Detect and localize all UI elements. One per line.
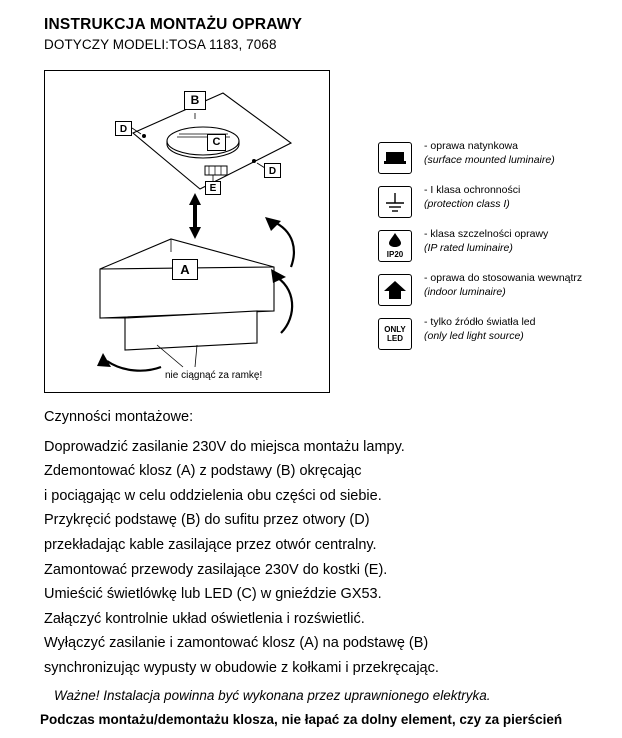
diagram-label-b: B bbox=[184, 91, 206, 110]
page-title: INSTRUKCJA MONTAŻU OPRAWY bbox=[44, 16, 303, 33]
legend-label-pl: - oprawa natynkowa bbox=[424, 140, 518, 152]
legend-label-pl: - I klasa ochronności bbox=[424, 184, 521, 196]
legend-label-en: (only led light source) bbox=[424, 329, 524, 342]
legend-item-only-led bbox=[378, 316, 608, 360]
instruction-line: przekładając kable zasilające przez otwór centralny. bbox=[44, 536, 377, 553]
legend-label-pl: - klasa szczelności oprawy bbox=[424, 228, 549, 240]
legend-item-ip-rating bbox=[378, 228, 608, 272]
instructions-block bbox=[44, 405, 604, 681]
legend-item-indoor-use bbox=[378, 272, 608, 316]
indoor-use-icon bbox=[378, 274, 412, 306]
instruction-line: Przykręcić podstawę (B) do sufitu przez otwory (D) bbox=[44, 512, 370, 529]
legend-item-surface-mounted bbox=[378, 140, 608, 184]
instruction-line: Załączyć kontrolnie układ oświetlenia i rozświetlić. bbox=[44, 610, 365, 627]
diagram-label-d-left: D bbox=[115, 121, 132, 136]
diagram-svg bbox=[45, 71, 329, 392]
legend-label-en: (indoor luminaire) bbox=[424, 285, 506, 298]
diagram-label-e: E bbox=[205, 181, 221, 195]
diagram-caption: nie ciągnąć za ramkę! bbox=[165, 370, 263, 381]
legend-label-en: (protection class I) bbox=[424, 197, 510, 210]
legend-item-protection-class bbox=[378, 184, 608, 228]
instruction-line: i pociągając w celu oddzielenia obu części od siebie. bbox=[44, 487, 382, 504]
legend-label-pl: - oprawa do stosowania wewnątrz bbox=[424, 272, 583, 284]
legend-label-pl: - tylko źródło światła led bbox=[424, 316, 536, 328]
instruction-line: Zdemontować klosz (A) z podstawy (B) okręcając bbox=[44, 463, 362, 480]
assembly-diagram bbox=[44, 70, 330, 393]
instruction-line: Umieścić świetlówkę lub LED (C) w gnieździe GX53. bbox=[44, 586, 382, 603]
only-led-icon bbox=[378, 318, 412, 350]
important-note: Ważne! Instalacja powinna być wykonana przez uprawnionego elektryka. bbox=[54, 688, 491, 703]
page-subtitle: DOTYCZY MODELI:TOSA 1183, 7068 bbox=[44, 37, 277, 52]
only-led-text-bottom: LED bbox=[387, 334, 403, 343]
legend-list bbox=[378, 140, 608, 360]
ip20-icon bbox=[378, 230, 412, 262]
only-led-text-top: ONLY bbox=[384, 324, 406, 334]
legend-label-en: (surface mounted luminaire) bbox=[424, 153, 555, 166]
diagram-label-c: C bbox=[207, 134, 226, 151]
instruction-line: synchronizując wypusty w obudowie z kołkami i przekręcając. bbox=[44, 659, 439, 676]
instructions-heading: Czynności montażowe: bbox=[44, 409, 194, 425]
diagram-label-a: A bbox=[172, 259, 198, 280]
ip-rating-text: IP20 bbox=[386, 250, 404, 259]
instruction-line: Zamontować przewody zasilające 230V do kostki (E). bbox=[44, 561, 388, 578]
diagram-label-d-right: D bbox=[264, 163, 281, 178]
instruction-line: Wyłączyć zasilanie i zamontować klosz (A) na podstawę (B) bbox=[44, 635, 429, 652]
instruction-line: Doprowadzić zasilanie 230V do miejsca montażu lampy. bbox=[44, 438, 405, 455]
legend-label-en: (IP rated luminaire) bbox=[424, 241, 513, 254]
protection-class-1-icon bbox=[378, 186, 412, 218]
warning-note: Podczas montażu/demontażu klosza, nie łapać za dolny element, czy za pierścień bbox=[40, 712, 563, 727]
surface-mounted-luminaire-icon bbox=[378, 142, 412, 174]
